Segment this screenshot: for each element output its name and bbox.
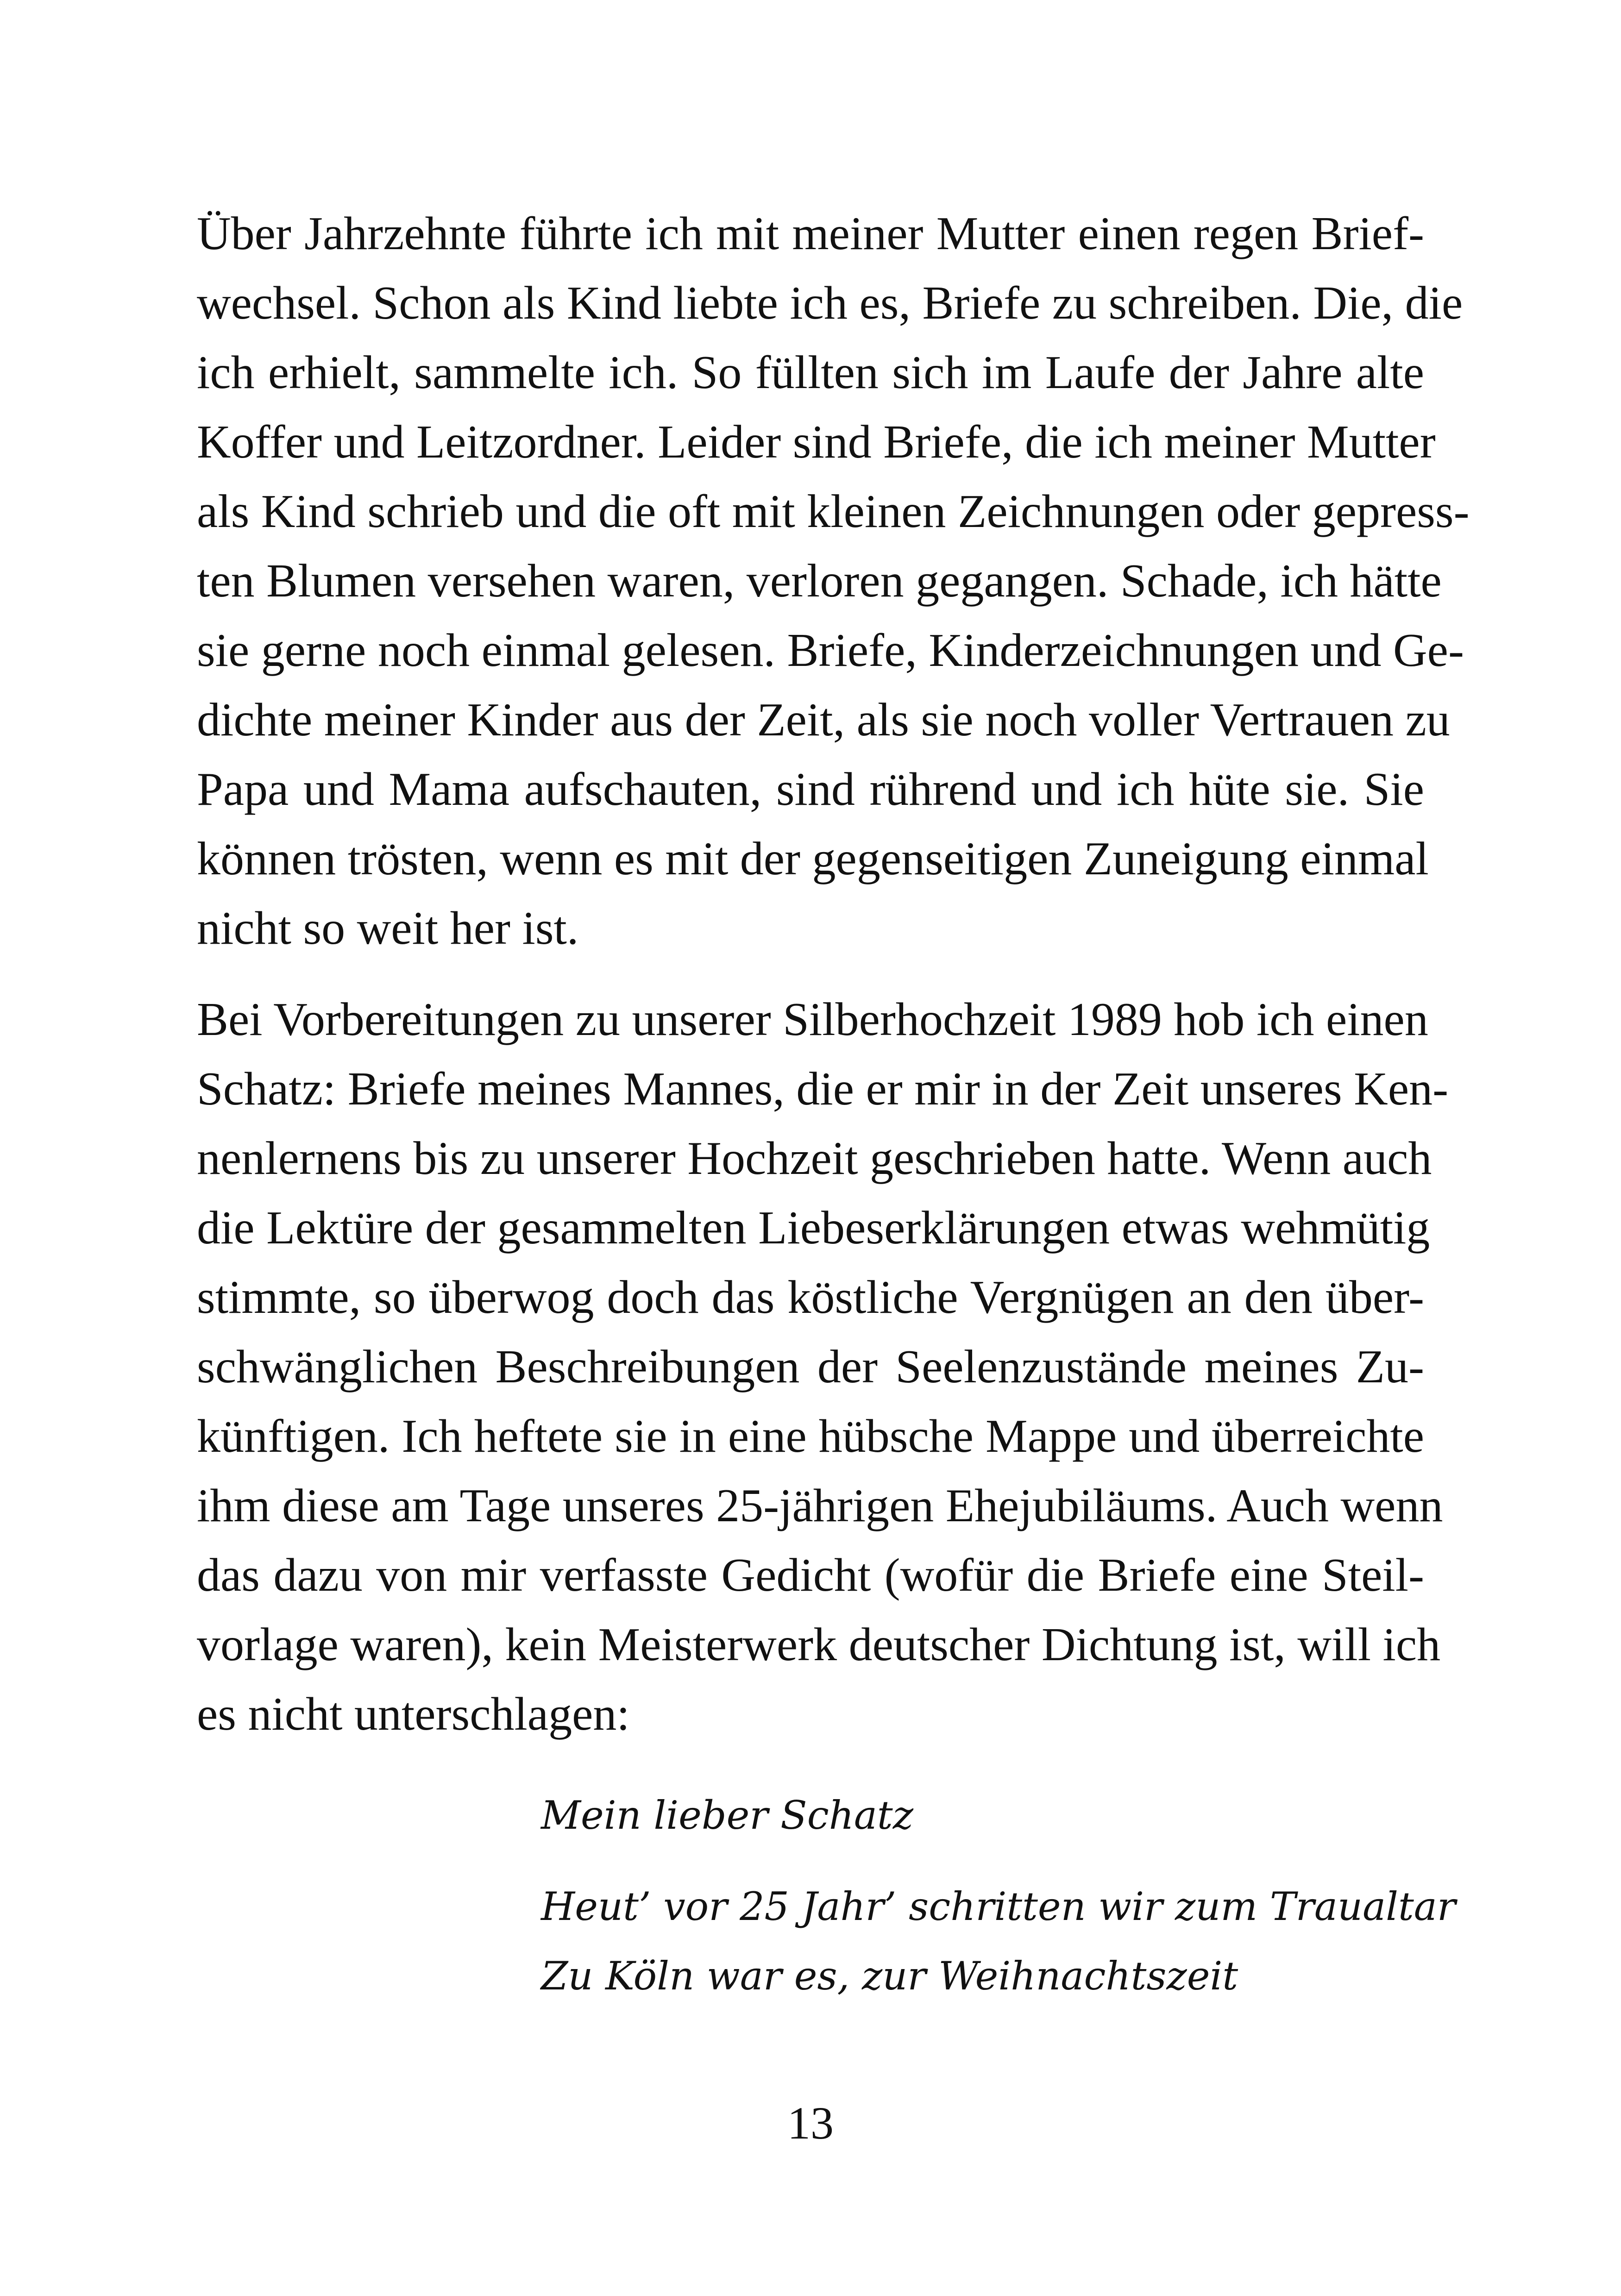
paragraph-spacer — [197, 963, 1424, 985]
text-line: vorlage waren), kein Meisterwerk deutscher Dichtung ist, will ich — [197, 1618, 1441, 1671]
text-line: Schatz: Briefe meines Mannes, die er mir in der Zeit unseres Ken- — [197, 1063, 1449, 1115]
paragraph — [197, 985, 1449, 1749]
body-text — [197, 199, 1470, 1749]
text-line: ich erhielt, sammelte ich. So füllten sich im Laufe der Jahre alte — [197, 346, 1424, 399]
text-line: Über Jahrzehnte führte ich mit meiner Mutter einen regen Brief- — [197, 207, 1424, 260]
poem-line: Heut’ vor 25 Jahr’ schritten wir zum Traualtar — [541, 1884, 1456, 1929]
text-line: stimmte, so überwog doch das köstliche Vergnügen an den über- — [197, 1271, 1424, 1324]
text-line: ten Blumen versehen waren, verloren gegangen. Schade, ich hätte — [197, 555, 1442, 607]
text-line: sie gerne noch einmal gelesen. Briefe, Kinderzeichnungen und Ge- — [197, 624, 1464, 677]
text-line: die Lektüre der gesammelten Liebeserklärungen etwas wehmütig — [197, 1202, 1430, 1254]
paragraph — [197, 199, 1470, 963]
text-line: Bei Vorbereitungen zu unserer Silberhochzeit 1989 hob ich einen — [197, 993, 1428, 1046]
text-line: nenlernens bis zu unserer Hochzeit geschrieben hatte. Wenn auch — [197, 1132, 1432, 1185]
text-line: wechsel. Schon als Kind liebte ich es, Briefe zu schreiben. Die, die — [197, 277, 1463, 329]
poem — [541, 1781, 1456, 2011]
text-line: nicht so weit her ist. — [197, 902, 579, 954]
text-line: künftigen. Ich heftete sie in eine hübsche Mappe und überreichte — [197, 1410, 1424, 1462]
poem-salutation: Mein lieber Schatz — [541, 1793, 913, 1838]
text-line: können trösten, wenn es mit der gegenseitigen Zuneigung einmal — [197, 833, 1429, 885]
page-number: 13 — [787, 2097, 834, 2149]
text-line: Papa und Mama aufschauten, sind rührend und ich hüte sie. Sie — [197, 763, 1424, 816]
text-line: ihm diese am Tage unseres 25-jährigen Ehejubiläums. Auch wenn — [197, 1480, 1443, 1532]
text-line: als Kind schrieb und die oft mit kleinen Zeichnungen oder gepress- — [197, 485, 1470, 538]
text-line: das dazu von mir verfasste Gedicht (wofür die Briefe eine Steil- — [197, 1549, 1424, 1601]
poem-line: Zu Köln war es, zur Weihnachtszeit — [541, 1953, 1238, 1999]
text-line: dichte meiner Kinder aus der Zeit, als sie noch voller Vertrauen zu — [197, 694, 1450, 746]
text-line: Koffer und Leitzordner. Leider sind Briefe, die ich meiner Mutter — [197, 416, 1436, 468]
text-line: schwänglichen Beschreibungen der Seelenzustände meines Zu- — [197, 1341, 1424, 1393]
poem-spacer — [541, 1850, 1421, 1872]
text-line: es nicht unterschlagen: — [197, 1688, 630, 1740]
